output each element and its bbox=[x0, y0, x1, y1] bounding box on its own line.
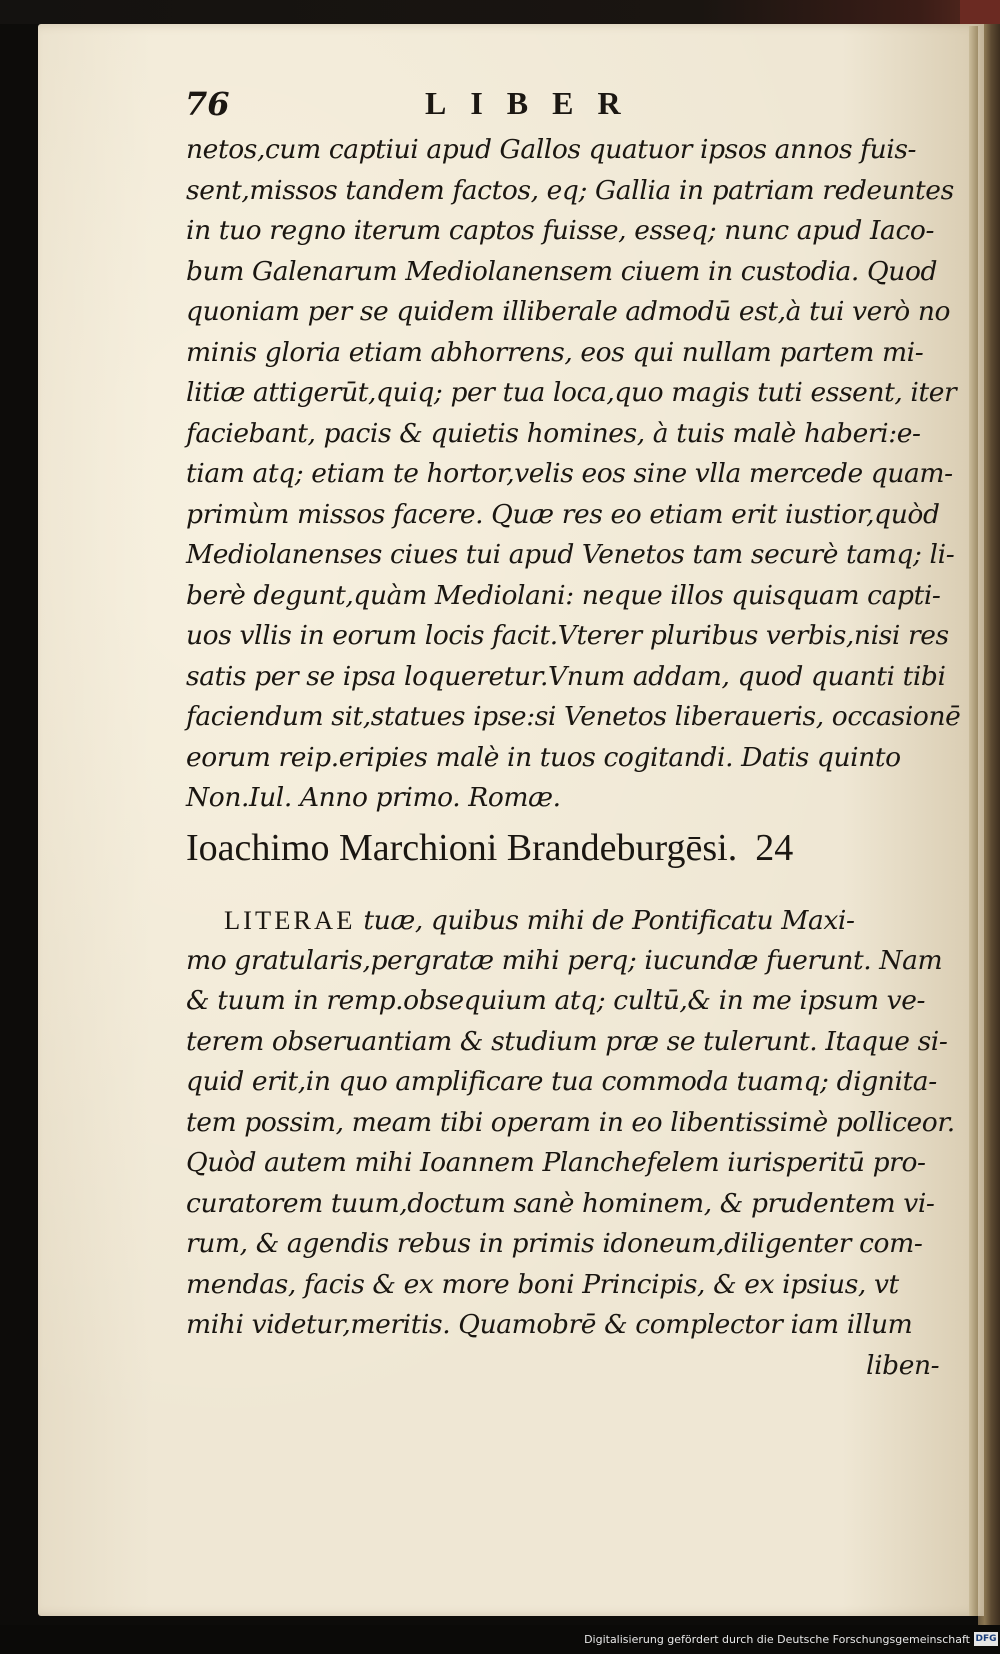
letter-24-text bbox=[186, 900, 955, 1386]
letter-23-text bbox=[186, 130, 961, 819]
text-line: litiæ attigerūt,quiq; per tua loca,quo magis tuti essent, iter bbox=[186, 377, 957, 408]
text-line: quid erit,in quo amplificare tua commoda tuamq; dignita- bbox=[186, 1066, 937, 1097]
running-head: LIBER bbox=[425, 85, 645, 121]
text-line: satis per se ipsa loqueretur.Vnum addam, quod quanti tibi bbox=[186, 660, 946, 692]
text-line: minis gloria etiam abhorrens, eos qui nullam partem mi- bbox=[186, 336, 924, 368]
text-line: netos,cum captiui apud Gallos quatuor ipsos annos fuis- bbox=[186, 134, 917, 165]
text-line: uos vllis in eorum locis facit.Vterer pluribus verbis,nisi res bbox=[186, 620, 949, 651]
text-line: tem possim, meam tibi operam in eo libentissimè polliceor. bbox=[186, 1106, 955, 1138]
text-line: curatorem tuum,doctum sanè hominem, & prudentem vi- bbox=[186, 1187, 935, 1219]
folio-number: 76 bbox=[185, 85, 230, 123]
text-line: Mediolanenses ciues tui apud Venetos tam securè tamq; li- bbox=[186, 539, 955, 570]
text-line: tiam atq; etiam te hortor,velis eos sine vlla mercede quam- bbox=[186, 458, 953, 489]
page-curl-edge bbox=[969, 26, 978, 1616]
letter-24-heading bbox=[186, 822, 906, 874]
text-line: sent,missos tandem factos, eq; Gallia in patriam redeuntes bbox=[186, 174, 954, 206]
footer-bar bbox=[0, 1625, 1000, 1654]
text-line: faciendum sit,statues ipse:si Venetos liberaueris, occasionē bbox=[186, 701, 961, 732]
text-line: primùm missos facere. Quæ res eo etiam erit iustior,quòd bbox=[186, 498, 940, 530]
page-header bbox=[185, 85, 905, 129]
text-line: mo gratularis,pergratæ mihi perq; iucundæ fuerunt. Nam bbox=[186, 944, 943, 976]
letter-24-number: 24 bbox=[755, 827, 794, 869]
text-line: mendas, facis & ex more boni Principis, & ex ipsius, vt bbox=[186, 1268, 899, 1300]
text-line bbox=[186, 900, 946, 941]
dfg-logo-icon: DFG bbox=[975, 1634, 997, 1644]
letter-24-lines bbox=[186, 941, 955, 1346]
text-line: faciebant, pacis & quietis homines, à tuis malè haberi:e- bbox=[186, 417, 921, 449]
catchword: liben- bbox=[866, 1349, 940, 1381]
text-line: eorum reip.eripies malè in tuos cogitandi. Datis quinto bbox=[186, 741, 901, 773]
book-cover-corner bbox=[960, 0, 1000, 24]
text-line: rum, & agendis rebus in primis idoneum,diligenter com- bbox=[186, 1228, 923, 1259]
text-line: Quòd autem mihi Ioannem Planchefelem iurisperitū pro- bbox=[186, 1147, 926, 1178]
text-line: quoniam per se quidem illiberale admodū est,à tui verò no bbox=[186, 296, 951, 327]
text-line: bum Galenarum Mediolanensem ciuem in custodia. Quod bbox=[186, 255, 938, 287]
text-line: mihi videtur,meritis. Quamobrē & complector iam illum bbox=[186, 1309, 913, 1340]
text-line: in tuo regno iterum captos fuisse, esseq; nunc apud Iaco- bbox=[186, 215, 935, 246]
letter-24-addressee: Ioachimo Marchioni Brandeburgēsi. bbox=[186, 827, 738, 869]
text-line: & tuum in remp.obsequium atq; cultū,& in me ipsum ve- bbox=[186, 985, 926, 1016]
book-top-edge bbox=[0, 0, 1000, 24]
text-line: berè degunt,quàm Mediolani: neque illos quisquam capti- bbox=[186, 579, 941, 611]
text-line: Non.Iul. Anno primo. Romæ. bbox=[186, 782, 561, 813]
initial-word: LITERAE bbox=[224, 905, 356, 935]
text-line: terem obseruantiam & studium præ se tulerunt. Itaque si- bbox=[186, 1025, 948, 1057]
first-line-rest: tuæ, quibus mihi de Pontificatu Maxi- bbox=[355, 905, 855, 936]
footer-credit: Digitalisierung gefördert durch die Deutsche Forschungsgemeinschaft bbox=[584, 1633, 970, 1646]
